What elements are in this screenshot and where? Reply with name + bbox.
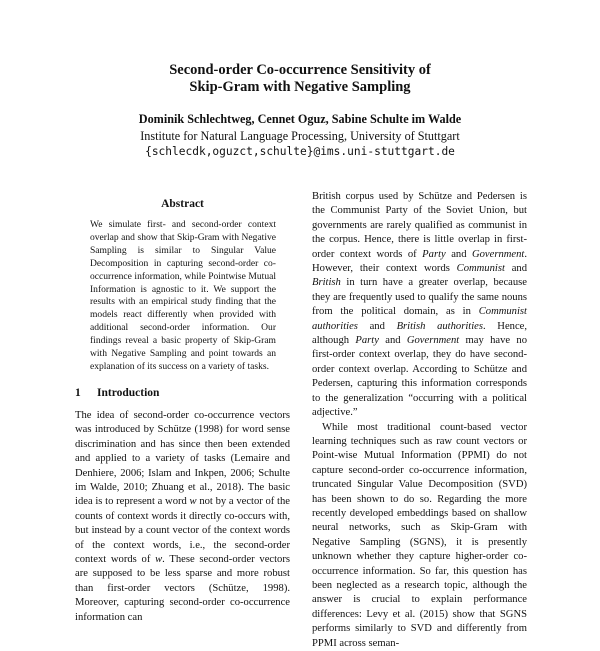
section-number: 1 [75,387,97,399]
author-list: Dominik Schlechtweg, Cennet Oguz, Sabine Schulte im Walde [0,111,600,127]
section-heading-introduction [75,387,159,399]
body-paragraph-2: While most traditional count-based vector learning techniques such as raw count vectors or Point-wise Mutual Information (PPMI) do not capture second-order co-occurrence information, truncated Singular Value Decomposition (SVD) has been shown to do so. Regarding the more recently developed embeddings based on shallow neural networks, such as Skip-Gram with Negative Sampling (SGNS), it is presently unknown whether they capture higher-order co-occurrence information. So far, this question has been neglected as a research topic, although the answer is crucial to explain performance differences: Levy et al. (2015) show that SGNS performs similarly to SVD and differently from PPMI across seman- [312,421,527,651]
left-column-body [75,409,290,625]
section-title: Introduction [97,387,159,399]
paper-title [0,62,600,96]
body-paragraph-1: British corpus used by Schütze and Pedersen is the Communist Party of the Soviet Union, but governments are rarely qualified as communist in the corpus. Hence, there is little overlap in first-order context words of Party and Government. However, their context words Communist and British in turn have a greater overlap, because they are frequently used to qualify the same nouns from the political domain, as in Communist authorities and British authorities. Hence, although Party and Government may have no first-order context overlap, they do have second-order context overlap. According to Schütze and Pedersen, capturing this information corresponds to the generalization “occurring with a political adjective.” [312,190,527,421]
abstract-heading: Abstract [75,198,290,210]
right-column-body [312,190,527,651]
title-line-2: Skip-Gram with Negative Sampling [0,79,600,96]
abstract-text: We simulate first- and second-order context overlap and show that Skip-Gram with Negative Sampling is similar to Singular Value Decomposition in capturing second-order co-occurrence information, while Pointwise Mutual Information is agnostic to it. We support the results with an empirical study finding that the models react differently when provided with additional second-order information. Our findings reveal a basic property of Skip-Gram with Negative Sampling and point towards an explanation of its success on a variety of tasks. [90,219,276,374]
email-addresses: {schlecdk,oguzct,schulte}@ims.uni-stuttgart.de [0,144,600,160]
introduction-paragraph: The idea of second-order co-occurrence vectors was introduced by Schütze (1998) for word sense discrimination and has since then been extended and applied to a variety of tasks (Lemaire and Denhiere, 2006; Islam and Inkpen, 2006; Schulte im Walde, 2010; Zhuang et al., 2018). The basic idea is to represent a word w not by a vector of the counts of context words it directly co-occurs with, but instead by a count vector of the context words of the context words, i.e., the second-order context words of w. These second-order vectors are supposed to be less sparse and more robust than first-order vectors (Schütze, 1998). Moreover, capturing second-order co-occurrence information can [75,409,290,625]
affiliation: Institute for Natural Language Processing, University of Stuttgart [0,128,600,144]
title-line-1: Second-order Co-occurrence Sensitivity of [0,62,600,79]
